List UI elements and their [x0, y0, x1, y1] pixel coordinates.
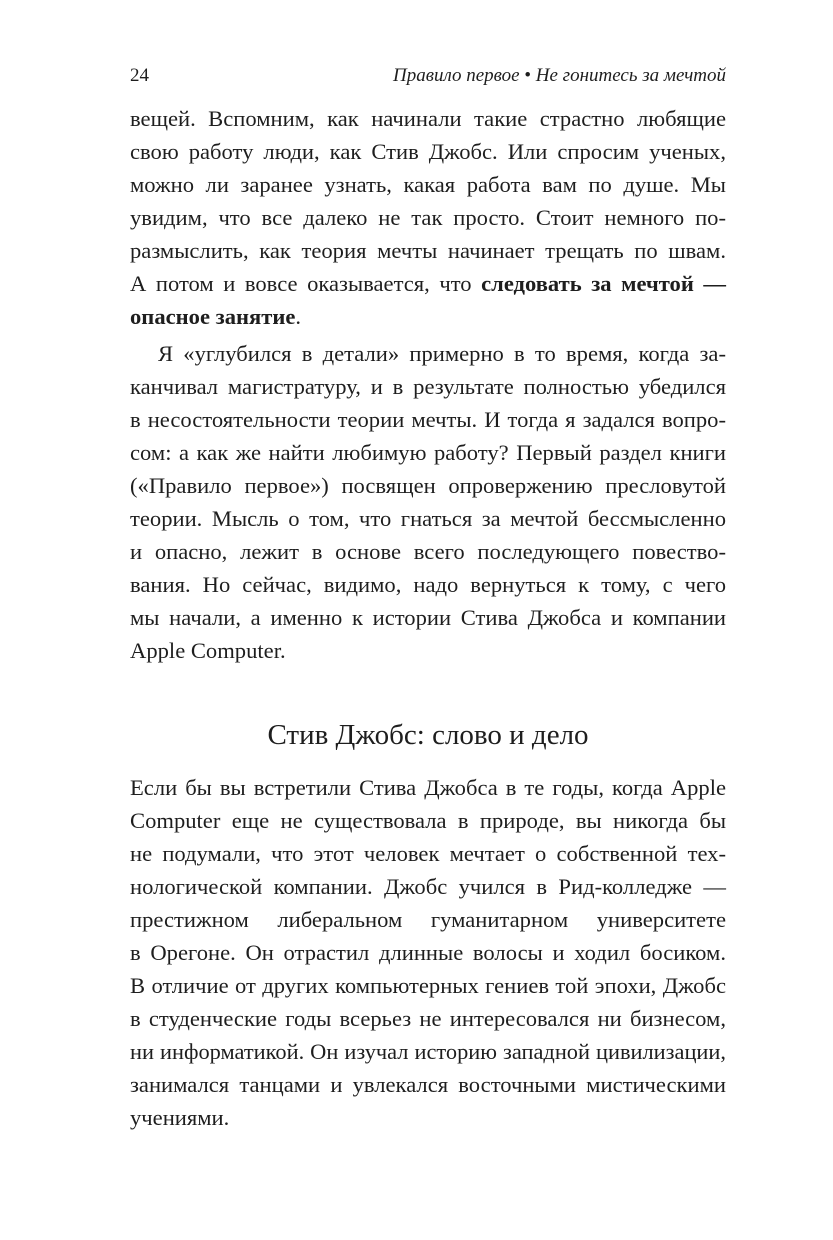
bullet-separator: • — [524, 65, 532, 86]
text-line: не подумали, что этот человек мечтает о собственной тех- — [130, 841, 726, 866]
page-number: 24 — [130, 65, 149, 86]
text-line: нологической компании. Джобс учился в Рид-колледже — — [130, 874, 726, 899]
paragraph-dream-theory — [130, 337, 726, 667]
text-line: мы начали, а именно к истории Стива Джобса и компании — [130, 605, 726, 630]
text-line: престижном либеральном гуманитарном университете — [130, 907, 726, 932]
text-line: ни информатикой. Он изучал историю западной цивилизации, — [130, 1039, 726, 1064]
text-line: вещей. Вспомним, как начинали такие страстно любящие — [130, 106, 726, 131]
text-line: размыслить, как теория мечты начинает трещать по швам. — [130, 238, 726, 263]
text-line: и опасно, лежит в основе всего последующего повество- — [130, 539, 726, 564]
text-line: можно ли заранее узнать, какая работа вам по душе. Мы — [130, 172, 726, 197]
text-line: сом: а как же найти любимую работу? Первый раздел книги — [130, 440, 726, 465]
text-line: занимался танцами и увлекался восточными мистическими — [130, 1072, 726, 1097]
text-line: Apple Computer. — [130, 638, 286, 663]
chapter-subtitle: Не гонитесь за мечтой — [535, 65, 726, 86]
paragraph-continued — [130, 102, 726, 333]
section-heading: Стив Джобс: слово и дело — [267, 719, 589, 751]
bold-emphasis: опасное занятие — [130, 304, 296, 329]
chapter-name: Правило первое — [393, 65, 520, 86]
text-line — [130, 300, 726, 333]
text-line: теории. Мысль о том, что гнаться за мечтой бессмысленно — [130, 506, 726, 531]
text-line: В отличие от других компьютерных гениев той эпохи, Джобс — [130, 973, 726, 998]
bold-emphasis: следовать за мечтой — — [481, 271, 726, 296]
text-line: Если бы вы встретили Стива Джобса в те годы, когда Apple — [130, 775, 726, 800]
running-header — [130, 62, 726, 90]
running-title — [393, 62, 726, 90]
text-line: учениями. — [130, 1105, 230, 1130]
text-line: канчивал магистратуру, и в результате полностью убедился — [130, 374, 726, 399]
text-line: в студенческие годы всерьез не интересовался ни бизнесом, — [130, 1006, 726, 1031]
text-run: . — [295, 304, 302, 329]
text-run: А потом и вовсе оказывается, что — [130, 271, 482, 296]
text-line — [130, 267, 726, 300]
text-line: («Правило первое») посвящен опровержению пресловутой — [130, 473, 726, 498]
text-line: увидим, что все далеко не так просто. Стоит немного по- — [130, 205, 726, 230]
text-line: вания. Но сейчас, видимо, надо вернуться к тому, с чего — [130, 572, 726, 597]
text-line: свою работу люди, как Стив Джобс. Или спросим ученых, — [130, 139, 726, 164]
text-line: в Орегоне. Он отрастил длинные волосы и ходил босиком. — [130, 940, 726, 965]
text-line: Computer еще не существовала в природе, вы никогда бы — [130, 808, 726, 833]
text-line: Я «углубился в детали» примерно в то время, когда за- — [158, 341, 726, 366]
text-line: в несостоятельности теории мечты. И тогда я задался вопро- — [130, 407, 726, 432]
paragraph-jobs-story — [130, 771, 726, 1134]
